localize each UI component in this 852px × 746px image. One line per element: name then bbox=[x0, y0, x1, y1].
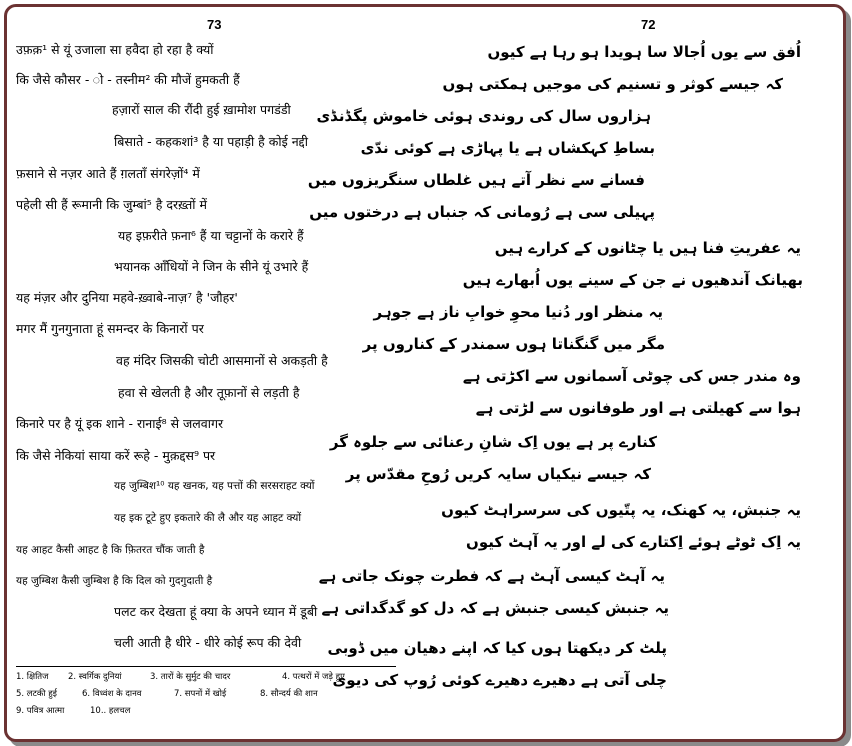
footnote: 10.. हलचल bbox=[90, 706, 131, 716]
urdu-line: فسانے سے نظر آتے ہیں غلطاں سنگریزوں میں bbox=[307, 171, 645, 189]
hindi-line: चली आती है धीरे - धीरे कोई रूप की देवी bbox=[114, 635, 302, 650]
urdu-line: ہوا سے کھیلتی ہے اور طوفانوں سے لڑتی ہے bbox=[475, 399, 801, 417]
urdu-line: بساطِ کہکشاں ہے یا پہاڑی ہے کوئی ندّی bbox=[360, 139, 655, 157]
footnote: 2. स्वर्गिक दुनियां bbox=[68, 672, 122, 682]
urdu-line: پلٹ کر دیکھتا ہوں کیا کہ اپنے دھیان میں ڈوبی bbox=[327, 639, 667, 657]
hindi-line: पलट कर देखता हूं क्या के अपने ध्यान में डूबी bbox=[114, 604, 318, 619]
hindi-line: भयानक आँधियों ने जिन के सीने यूं उभारे हैं bbox=[114, 259, 309, 274]
left-page-number: 73 bbox=[207, 17, 222, 32]
hindi-line: कि जैसे कौसर - ो - तस्नीम² की मौजें हुमकती हैं bbox=[16, 72, 240, 87]
urdu-line: چلی آتی ہے دھیرے دھیرے کوئی رُوپ کی دیوی bbox=[332, 671, 667, 689]
urdu-line: کنارے پر ہے یوں اِک شانِ رعنائی سے جلوہ گر bbox=[329, 433, 657, 451]
footnote: 9. पवित्र आत्मा bbox=[16, 706, 65, 716]
urdu-line: کہ جیسے نیکیاں سایہ کریں رُوحِ مقدّس پر bbox=[345, 465, 651, 483]
hindi-line: बिसाते - कहकशां³ है या पहाड़ी है कोई नद्दी bbox=[114, 134, 308, 149]
right-page-number: 72 bbox=[641, 17, 656, 32]
urdu-line: یہ عفریتِ فنا ہیں یا چٹانوں کے کرارے ہیں bbox=[494, 239, 801, 257]
urdu-line: ہزاروں سال کی روندی ہوئی خاموش پگڈنڈی bbox=[316, 107, 651, 125]
urdu-line: یہ منظر اور دُنیا محوِ خوابِ ناز ہے جوہر bbox=[373, 303, 663, 321]
urdu-line: یہ آہٹ کیسی آہٹ ہے کہ فطرت چونک جاتی ہے bbox=[318, 567, 665, 585]
hindi-line: यह जुम्बिश¹⁰ यह खनक, यह पत्तों की सरसराहट क्यों bbox=[114, 480, 315, 492]
hindi-line: यह आहट कैसी आहट है कि फ़ितरत चौंक जाती है bbox=[16, 544, 205, 556]
urdu-line: بھیانک آندھیوں نے جن کے سینے یوں اُبھارے ہیں bbox=[462, 271, 803, 289]
footnote: 3. तारों के सुर्मुट की चादर bbox=[150, 672, 231, 682]
urdu-line: کہ جیسے کوثر و تسنیم کی موجیں ہمکتی ہوں bbox=[442, 75, 783, 93]
footnote: 6. विध्वंश के दानव bbox=[82, 689, 142, 699]
hindi-line: मगर मैं गुनगुनाता हूं समन्दर के किनारों पर bbox=[16, 321, 204, 336]
footnote: 1. क्षितिज bbox=[16, 672, 49, 682]
urdu-line: وہ مندر جس کی چوٹی آسمانوں سے اکڑتی ہے bbox=[462, 367, 801, 385]
hindi-line: यह जुम्बिश कैसी जुम्बिश है कि दिल को गुदगुदाती है bbox=[16, 575, 213, 587]
book-spread bbox=[4, 4, 846, 742]
hindi-line: फ़साने से नज़र आते हैं ग़लताँ संगरेज़ों⁴ में bbox=[16, 166, 200, 181]
hindi-line: हवा से खेलती है और तूफ़ानों से लड़ती है bbox=[118, 385, 300, 400]
hindi-line: पहेली सी हैं रूमानी कि जुम्बां⁵ है दरख़्तों में bbox=[16, 197, 207, 212]
footnote: 4. पत्थरों में जड़े हुए bbox=[282, 672, 345, 682]
footnote: 5. लटकी हुई bbox=[16, 689, 57, 699]
urdu-line: یہ اِک ٹوٹے ہوئے اِکتارے کی لے اور یہ آہٹ کیوں bbox=[466, 533, 801, 551]
hindi-line: किनारे पर है यूं इक शाने - रानाई⁸ से जलवागर bbox=[16, 416, 224, 431]
footnote: 7. सपनों में खोई bbox=[174, 689, 227, 699]
hindi-line: यह इफ़रीते फ़ना⁶ हैं या चट्टानों के करारे हैं bbox=[118, 228, 304, 243]
urdu-line: پہیلی سی ہے رُومانی کہ جنباں ہے درختوں میں bbox=[309, 203, 655, 221]
footnote-rule bbox=[16, 666, 396, 667]
hindi-line: वह मंदिर जिसकी चोटी आसमानों से अकड़ती है bbox=[116, 353, 328, 368]
urdu-line: یہ جنبش کیسی جنبش ہے کہ دل کو گدگداتی ہے bbox=[321, 599, 669, 617]
hindi-line: यह मंज़र और दुनिया महवे-ख़्वाबे-नाज़⁷ है 'जौहर' bbox=[16, 290, 238, 305]
hindi-line: यह इक टूटे हुए इकतारे की लै और यह आहट क्यों bbox=[114, 512, 302, 524]
footnote: 8. सौन्दर्य की शान bbox=[260, 689, 318, 699]
hindi-line: उफ़क़¹ से यूं उजाला सा हवैदा हो रहा है क्यों bbox=[16, 42, 214, 57]
urdu-line: مگر میں گنگناتا ہوں سمندر کے کناروں پر bbox=[362, 335, 665, 353]
hindi-line: हज़ारों साल की रौंदी हुई ख़ामोश पगडंडी bbox=[112, 102, 291, 117]
hindi-line: कि जैसे नेकियां साया करें रूहे - मुक़द्दस⁹ पर bbox=[16, 448, 216, 463]
urdu-line: اُفق سے یوں اُجالا سا ہویدا ہو رہا ہے کیوں bbox=[487, 43, 801, 61]
urdu-line: یہ جنبش، یہ کھنک، یہ پتّیوں کی سرسراہٹ کیوں bbox=[441, 501, 801, 519]
